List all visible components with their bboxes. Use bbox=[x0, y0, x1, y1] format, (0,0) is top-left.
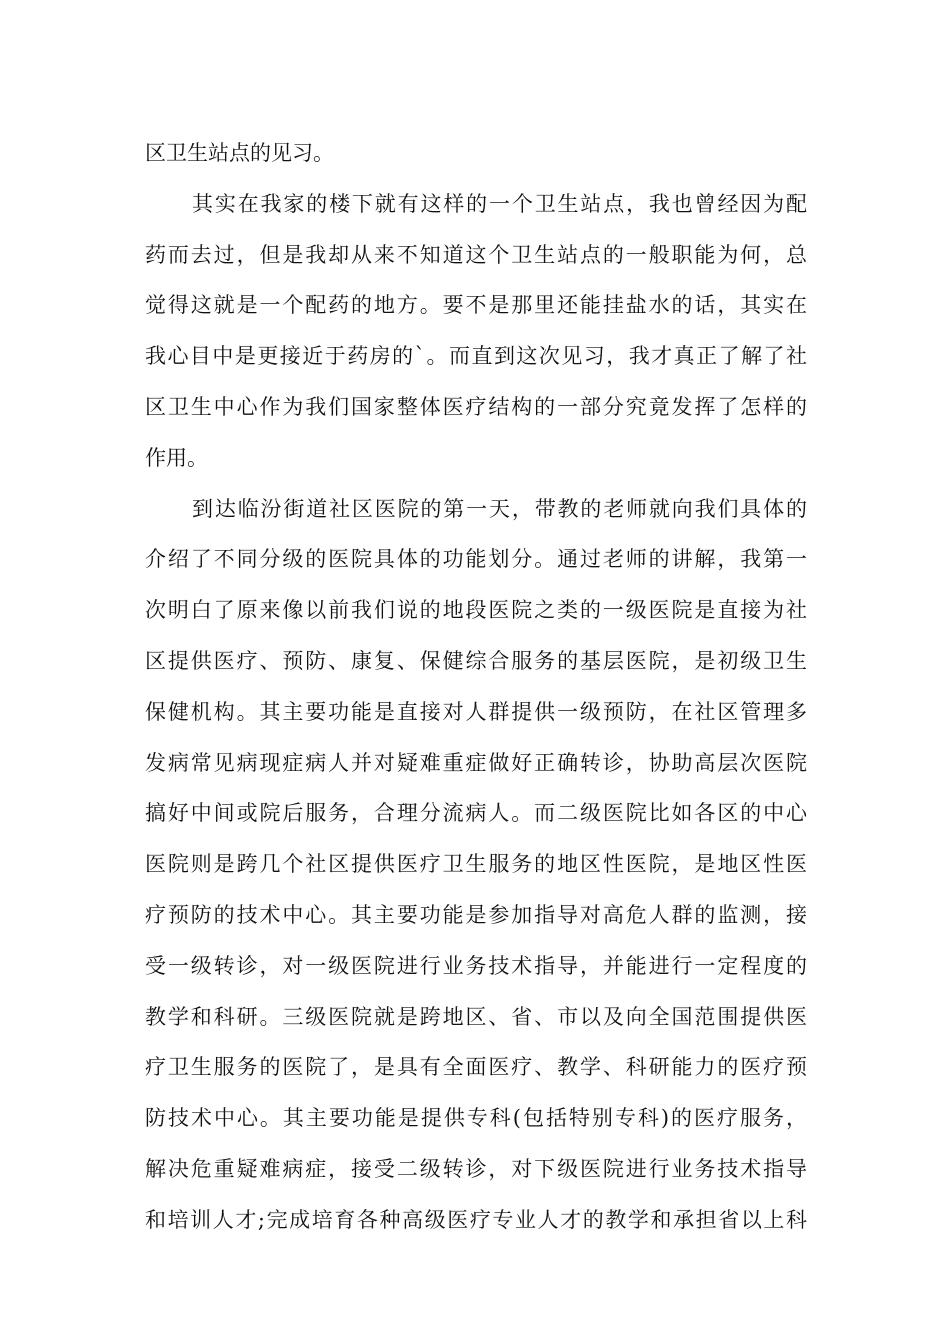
text-line: 区卫生站点的见习。 bbox=[145, 141, 334, 165]
text-line: 区卫生中心作为我们国家整体医疗结构的一部分究竟发挥了怎样的 bbox=[145, 394, 807, 419]
paragraph-first-line: 到达临汾街道社区医院的第一天，带教的老师就向我们具体的 bbox=[192, 496, 807, 521]
text-line: 和培训人才;完成培育各种高级医疗专业人才的教学和承担省以上科 bbox=[145, 1207, 807, 1232]
text-line: 疗卫生服务的医院了，是具有全面医疗、教学、科研能力的医疗预 bbox=[145, 1055, 807, 1080]
text-line: 区提供医疗、预防、康复、保健综合服务的基层医院，是初级卫生 bbox=[145, 648, 807, 673]
text-line: 受一级转诊，对一级医院进行业务技术指导，并能进行一定程度的 bbox=[145, 953, 807, 978]
text-line: 疗预防的技术中心。其主要功能是参加指导对高危人群的监测，接 bbox=[145, 902, 807, 927]
text-line: 解决危重疑难病症，接受二级转诊，对下级医院进行业务技术指导 bbox=[145, 1156, 807, 1181]
text-line: 医院则是跨几个社区提供医疗卫生服务的地区性医院，是地区性医 bbox=[145, 852, 807, 877]
text-line: 保健机构。其主要功能是直接对人群提供一级预防，在社区管理多 bbox=[145, 699, 807, 724]
paragraph-first-line: 其实在我家的楼下就有这样的一个卫生站点，我也曾经因为配 bbox=[192, 191, 807, 216]
text-line: 搞好中间或院后服务，合理分流病人。而二级医院比如各区的中心 bbox=[145, 801, 807, 826]
text-line: 药而去过，但是我却从来不知道这个卫生站点的一般职能为何，总 bbox=[145, 242, 807, 267]
text-line: 防技术中心。其主要功能是提供专科(包括特别专科)的医疗服务， bbox=[145, 1106, 807, 1131]
text-line: 教学和科研。三级医院就是跨地区、省、市以及向全国范围提供医 bbox=[145, 1004, 807, 1029]
text-line: 觉得这就是一个配药的地方。要不是那里还能挂盐水的话，其实在 bbox=[145, 293, 807, 318]
text-line: 发病常见病现症病人并对疑难重症做好正确转诊，协助高层次医院 bbox=[145, 750, 807, 775]
text-line: 我心目中是更接近于药房的`。而直到这次见习，我才真正了解了社 bbox=[145, 344, 807, 369]
document-body bbox=[145, 128, 807, 1246]
text-line: 介绍了不同分级的医院具体的功能划分。通过老师的讲解，我第一 bbox=[145, 547, 807, 572]
text-line: 次明白了原来像以前我们说的地段医院之类的一级医院是直接为社 bbox=[145, 598, 807, 623]
text-line: 作用。 bbox=[145, 445, 208, 470]
